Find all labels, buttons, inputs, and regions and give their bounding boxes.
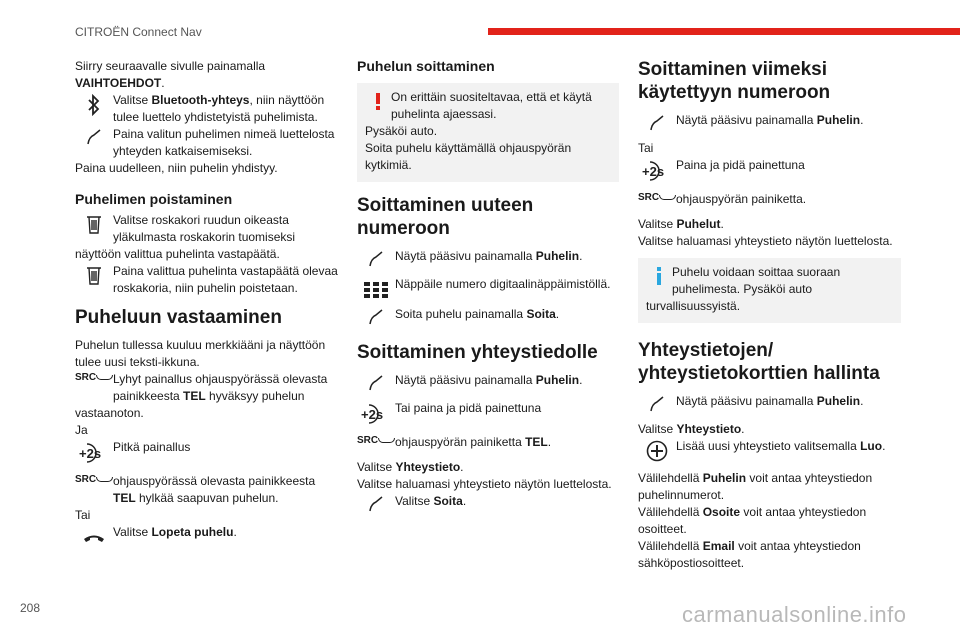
tap-icon	[638, 112, 676, 132]
heading-recent-number: Soittaminen viimeksi käytettyyn numeroon	[638, 59, 831, 103]
tap-icon	[638, 393, 676, 413]
watermark: carmanualsonline.info	[682, 602, 907, 627]
column-right: Soittaminen viimeksi käytettyyn numeroon Näytä pääsivu painamalla Puhelin. Tai +2s Paina ja pidä painettuna SRC ohjauspyörän painiketta. Valitse Puhelut. Valitse haluamasi yhteystieto näytön luettelosta. Puhelu voidaan soittaa suoraan puhelimesta. Pysäköi auto turvallisuussyistä. Yhteystietojen/ yhteystietokorttien hallinta Näytä pääsivu painamalla Puhelin. Valitse Yhteystieto. Lisää uusi yhteystieto valitsemalla Luo. Välilehdellä Puhelin voit antaa yhteystiedon puhelinnumerot. Välilehdellä Osoite voit antaa yhteystiedon osoitteet. Välilehdellä Email voit antaa yhteystiedon sähköpostiosoitteet.	[638, 58, 901, 572]
steering-src-icon: SRC	[638, 191, 676, 202]
hold-2s-icon	[638, 157, 676, 183]
steering-src-icon: SRC	[75, 371, 113, 382]
heading-remove-phone: Puhelimen poistaminen	[75, 191, 233, 207]
column-left: Siirry seuraavalle sivulle painamalla VAIHTOEHDOT. Valitse Bluetooth-yhteys, niin näyttöön tulee luettelo yhdistetyistä puhelimista. Paina valitun puhelimen nimeä luettelosta yhteyden katkaisemiseksi. Paina uudelleen, niin puhelin yhdistyy. Puhelimen poistaminen Valitse roskakori ruudun oikeasta yläkulmasta roskakorin tuomiseksi näyttöön valittua puhelinta vastapäätä. Paina valittua puhelinta vastapäätä olevaa roskakoria, niin puhelin poistetaan. Puheluun vastaaminen Puhelun tullessa kuuluu merkkiääni ja näyttöön tulee uusi teksti-ikkuna. SRC Lyhyt painallus ohjauspyörässä olevasta painikkeesta TEL hyväksyy puhelun vastaanoton. Ja +2s Pitkä painallus SRC ohjauspyörässä olevasta painikkeesta TEL hylkää saapuvan puhelun. Tai Valitse Lopeta puhelu.	[75, 58, 340, 544]
trash-icon	[75, 212, 113, 234]
tap-icon	[357, 372, 395, 392]
tap-icon	[75, 126, 113, 146]
column-middle: Puhelun soittaminen On erittäin suositeltavaa, että et käytä puhelinta ajaessasi. Pysäköi auto. Soita puhelu käyttämällä ohjauspyörän kytkimiä. Soittaminen uuteen numeroon Näytä pääsivu painamalla Puhelin. Näppäile numero digitaalinäppäimistöllä. Soita puhelu painamalla Soita. Soittaminen yhteystiedolle Näytä pääsivu painamalla Puhelin. +2s Tai paina ja pidä painettuna SRC ohjauspyörän painiketta TEL. Valitse Yhteystieto. Valitse haluamasi yhteystieto näytön luettelosta. Valitse Soita.	[357, 58, 619, 513]
warning-box: On erittäin suositeltavaa, että et käytä puhelinta ajaessasi. Pysäköi auto. Soita puhelu käyttämällä ohjauspyörän kytkimiä.	[357, 83, 619, 182]
heading-call-contact: Soittaminen yhteystiedolle	[357, 342, 598, 363]
page-number: 208	[20, 601, 41, 615]
steering-src-icon: SRC	[75, 473, 113, 484]
heading-new-number: Soittaminen uuteen numeroon	[357, 195, 534, 239]
keypad-icon	[357, 276, 395, 298]
trash-icon	[75, 263, 113, 285]
header-accent-bar	[488, 28, 960, 35]
heading-make-call: Puhelun soittaminen	[357, 58, 495, 74]
heading-answer-call: Puheluun vastaaminen	[75, 307, 282, 328]
hang-up-icon	[75, 524, 113, 544]
step-bluetooth: Valitse Bluetooth-yhteys, niin näyttöön tulee luettelo yhdistetyistä puhelimista.	[75, 92, 340, 126]
tap-icon	[357, 248, 395, 268]
svg-text:+2s: +2s	[79, 446, 102, 461]
hold-2s-icon	[357, 400, 395, 426]
info-box: Puhelu voidaan soittaa suoraan puhelimesta. Pysäköi auto turvallisuussyistä.	[638, 258, 901, 323]
svg-text:+2s: +2s	[642, 164, 665, 179]
bluetooth-icon	[75, 92, 113, 116]
add-circle-icon	[638, 438, 676, 462]
steering-src-icon: SRC	[357, 434, 395, 445]
tap-icon	[357, 493, 395, 513]
tap-icon	[357, 306, 395, 326]
svg-text:+2s: +2s	[361, 407, 384, 422]
warning-icon	[365, 89, 391, 111]
hold-2s-icon	[75, 439, 113, 465]
intro-text: Siirry seuraavalle sivulle painamalla VAIHTOEHDOT.	[75, 59, 266, 90]
heading-manage-contacts: Yhteystietojen/ yhteystietokorttien hallinta	[638, 340, 880, 384]
header-title: CITROËN Connect Nav	[75, 25, 202, 39]
step-pick-phone: Paina valitun puhelimen nimeä luettelosta yhteyden katkaisemiseksi.	[75, 126, 340, 160]
info-icon	[646, 264, 672, 286]
